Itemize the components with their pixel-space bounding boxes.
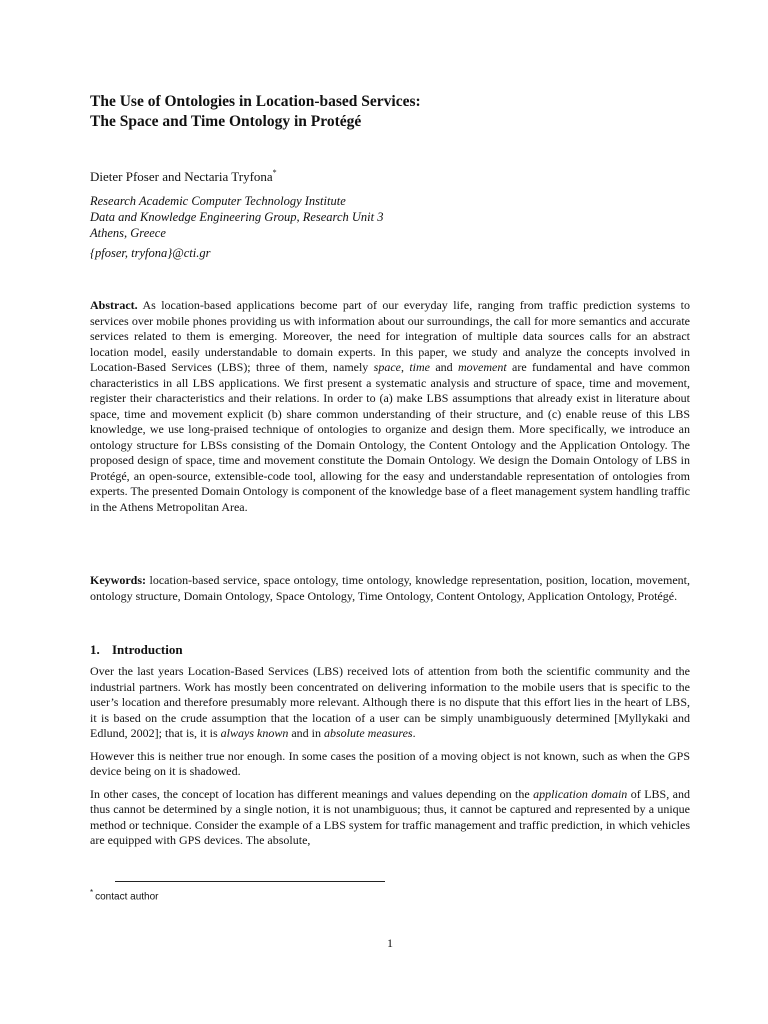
- section-title: Introduction: [112, 642, 183, 657]
- abstract-term-time: time: [409, 360, 430, 374]
- intro-p1-text-b: and in: [288, 726, 325, 740]
- intro-p3-text-a: In other cases, the concept of location has different meanings and values depending on the: [90, 786, 534, 801]
- intro-paragraph-1: [90, 664, 690, 742]
- affiliation-line-1: Research Academic Computer Technology Institute: [90, 194, 346, 208]
- author-names: Dieter Pfoser and Nectaria Tryfona: [90, 169, 273, 184]
- abstract-term-space: space: [373, 360, 401, 374]
- title-line-2: The Space and Time Ontology in Protégé: [90, 113, 362, 130]
- abstract-sep-1: ,: [400, 360, 410, 374]
- abstract-label: Abstract.: [90, 298, 138, 312]
- affiliation-line-3: Athens, Greece: [90, 226, 166, 240]
- section-heading-introduction: [90, 642, 183, 658]
- paper-title: [90, 92, 690, 132]
- intro-p3-application-domain: application domain: [533, 786, 628, 801]
- intro-p1-text-a: Over the last years Location-Based Services (LBS) received lots of attention from both the scientific community and the industrial partners. Work has mostly been concentrated on delivering information to the mobile users that is specific to the user’s location and therefore presumably more relevant. Although there is no dispute that this effort lies in the heart of LBS, it is based on the crude assumption that the location of a user can be simply unambiguously determined [Myllykaki and Edlund, 2002]; that is, it is: [90, 664, 690, 740]
- page-number: 1: [387, 936, 393, 950]
- intro-paragraph-2: However this is neither true nor enough. In some cases the position of a moving object is not known, such as when the GPS device being on it is shadowed.: [90, 748, 690, 778]
- abstract-text-1: As location-based applications become part of our everyday life, ranging from traffic prediction systems to services over mobile phones providing us with information about our surroundings, the call for more semantics and accurate services related to them is emerging. Moreover, the need for integration of multiple data sources calls for an abstract location model, easily understandable to domain experts. In this paper, we study and analyze the concepts involved in Location-Based Services (LBS); three of them, namely: [90, 298, 690, 374]
- intro-p3-text-b: of LBS, and thus cannot be determined by a single notion, it is not unambiguous; thus, it cannot be captured and represented by a unique method or technique. Consider the example of a LBS system for traffic management and traffic prediction, in which vehicles are equipped with GPS devices. The absolute,: [90, 786, 690, 847]
- abstract-text-2: are fundamental and have common characteristics in all LBS applications. We first present a systematic analysis and structure of space, time and movement, register their characteristics and their relations. In order to (a) make LBS assumptions that already exist in literature about space, time and movement explicit (b) share common understanding of their structure, and (c) enable reuse of this LBS knowledge, we use long-praised technique of ontologies to organize and design them. More specifically, we introduce an ontology structure for LBSs consisting of the Domain Ontology, the Content Ontology and the Application Ontology. The proposed design of space, time and movement constitute the Domain Ontology. We design the Domain Ontology of LBS in Protégé, an open-source, extensible-code tool, allowing for the easy and understandable representation of ontologies from experts. The presented Domain Ontology is component of the knowledge base of a fleet management system handling traffic in the Athens Metropolitan Area.: [90, 360, 690, 514]
- author-list: [90, 168, 277, 185]
- affiliation-block: [90, 193, 383, 241]
- section-number: 1.: [90, 642, 100, 657]
- footnote-mark: *: [90, 888, 94, 897]
- intro-p1-text-c: .: [412, 726, 416, 740]
- footnote-text: contact author: [95, 891, 159, 903]
- footnote-divider: [115, 881, 385, 882]
- footnote: [90, 888, 159, 902]
- introduction-body: [90, 664, 690, 856]
- abstract-term-movement: movement: [458, 360, 507, 374]
- keywords-paragraph: [90, 573, 690, 604]
- title-line-1: The Use of Ontologies in Location-based Services:: [90, 93, 421, 110]
- author-footnote-mark: *: [272, 168, 277, 177]
- keywords-label: Keywords:: [90, 573, 146, 587]
- keywords-text: location-based service, space ontology, time ontology, knowledge representation, position, location, movement, ontology structure, Domain Ontology, Space Ontology, Time Ontology, Content Ontology, Application Ontology, Protégé.: [90, 573, 690, 603]
- affiliation-line-2: Data and Knowledge Engineering Group, Research Unit 3: [90, 210, 384, 224]
- author-email: {pfoser, tryfona}@cti.gr: [90, 246, 211, 260]
- intro-paragraph-3: [90, 787, 690, 849]
- abstract-sep-2: and: [430, 360, 459, 374]
- intro-p1-always-known: always known: [220, 726, 289, 740]
- intro-p1-absolute-measures: absolute measures: [324, 726, 413, 740]
- abstract-paragraph: [90, 298, 690, 515]
